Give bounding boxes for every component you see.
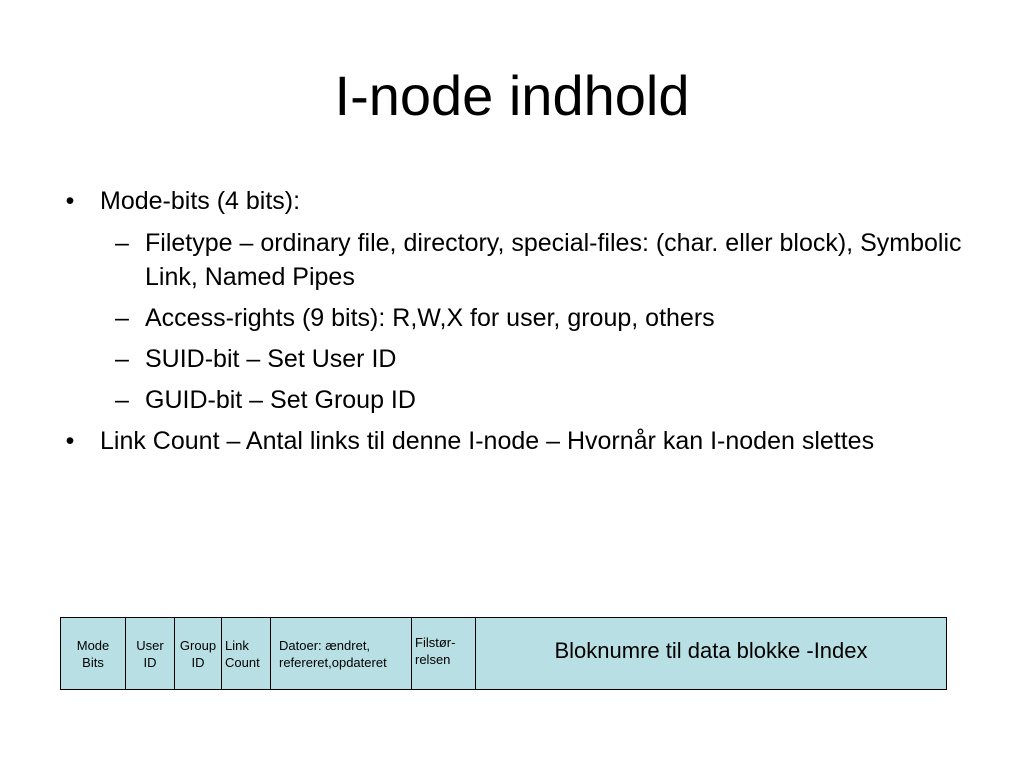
bullet-link-count	[60, 424, 970, 458]
slide-title: I-node indhold	[334, 64, 690, 127]
cell-dates	[271, 618, 412, 690]
sub-item-guid	[100, 383, 970, 417]
dash-marker: –	[115, 345, 129, 373]
bullet-list	[60, 184, 970, 464]
inode-structure-table	[60, 617, 947, 690]
bullet-marker: •	[65, 427, 75, 455]
cell-text: Mode	[76, 637, 110, 653]
sub-item-text: Filetype – ordinary file, directory, special-files: (char. eller block), Symbolic Link, Named Pipes	[145, 229, 962, 291]
cell-user-id	[126, 618, 175, 690]
cell-link-count	[222, 618, 271, 690]
dash-marker: –	[115, 304, 129, 332]
cell-text: relsen	[415, 652, 451, 667]
bullet-marker: •	[65, 187, 75, 215]
cell-text: refereret,opdateret	[279, 654, 387, 670]
cell-text: Datoer: ændret,	[279, 637, 371, 653]
cell-text: Link	[225, 637, 249, 653]
cell-mode-bits	[61, 618, 126, 690]
cell-text: ID	[143, 654, 157, 670]
cell-text: Count	[225, 654, 260, 670]
inode-table-row	[61, 618, 947, 690]
bullet-mode-bits	[60, 184, 970, 417]
cell-text: Filstør-	[415, 635, 456, 650]
sub-item-text: GUID-bit – Set Group ID	[145, 386, 416, 414]
cell-filesize	[412, 618, 476, 690]
sub-list	[100, 226, 970, 417]
cell-block-numbers: Bloknumre til data blokke -Index	[476, 618, 947, 690]
cell-text: Bits	[82, 654, 104, 670]
dash-marker: –	[115, 386, 129, 414]
sub-item-suid	[100, 342, 970, 376]
sub-item-text: Access-rights (9 bits): R,W,X for user, group, others	[145, 304, 715, 332]
dash-marker: –	[115, 229, 129, 257]
sub-item-access-rights	[100, 301, 970, 335]
sub-item-text: SUID-bit – Set User ID	[145, 345, 397, 373]
sub-item-filetype	[100, 226, 970, 294]
cell-text: Group	[179, 637, 217, 653]
bullet-text: Mode-bits (4 bits):	[100, 187, 301, 215]
bullet-text: Link Count – Antal links til denne I-node – Hvornår kan I-noden slettes	[100, 427, 875, 455]
cell-text: User	[136, 637, 164, 653]
cell-group-id	[175, 618, 222, 690]
cell-text: ID	[191, 654, 205, 670]
